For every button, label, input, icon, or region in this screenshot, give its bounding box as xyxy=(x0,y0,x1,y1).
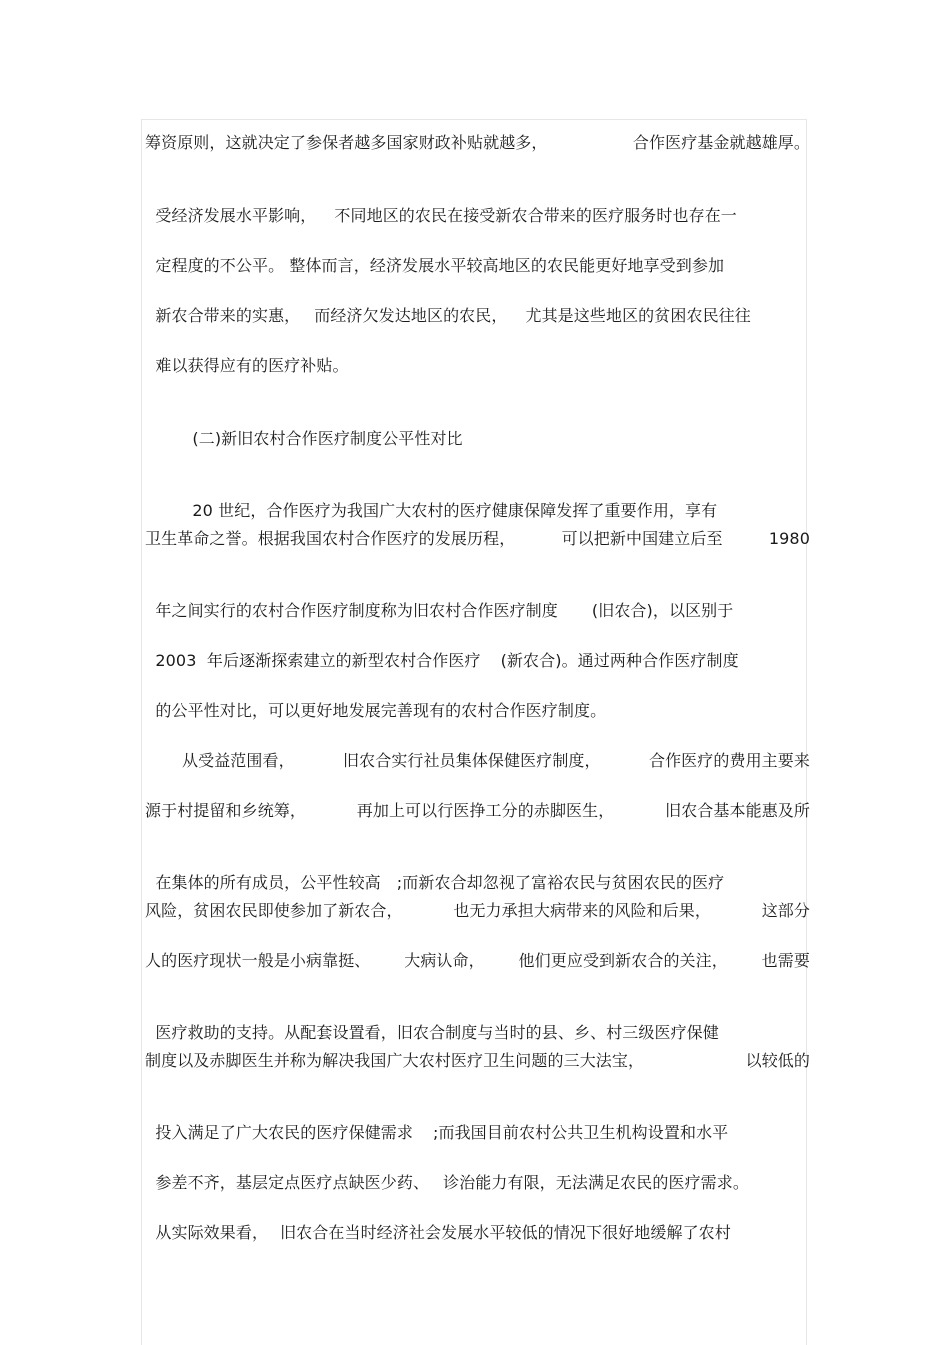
text-segment: ;而我国目前农村公共卫生机构设置和水平 xyxy=(432,1123,729,1142)
text-segment: 可以把新中国建立后至 xyxy=(561,529,723,548)
text-line xyxy=(145,132,810,154)
text-segment: 大病认命， xyxy=(404,951,485,970)
text-segment: 从受益范围看， xyxy=(182,751,295,770)
text-line xyxy=(182,478,810,522)
text-line xyxy=(145,900,810,922)
text-segment: 2003 年后逐渐探索建立的新型农村合作医疗 xyxy=(155,651,481,670)
text-line xyxy=(145,1100,810,1144)
text-segment: 卫生革命之誉。根据我国农村合作医疗的发展历程， xyxy=(145,529,516,548)
text-segment: 定程度的不公平。 整体而言，经济发展水平较高地区的农民能更好地享受到参加 xyxy=(155,256,725,275)
text-segment: ;而新农合却忽视了富裕农民与贫困农民的医疗 xyxy=(396,873,725,892)
text-segment: 人的医疗现状一般是小病靠挺、 xyxy=(145,951,371,970)
text-segment: 医疗救助的支持。从配套设置看，旧农合制度与当时的县、乡、村三级医疗保健 xyxy=(155,1023,719,1042)
text-line xyxy=(145,233,810,277)
text-segment: 也需要 xyxy=(761,951,810,970)
section-heading xyxy=(182,406,810,450)
text-segment: 年之间实行的农村合作医疗制度称为旧农村合作医疗制度 xyxy=(155,601,558,620)
section-heading-text: (二)新旧农村合作医疗制度公平性对比 xyxy=(192,429,463,448)
text-line xyxy=(182,750,810,772)
text-segment: 从实际效果看， xyxy=(155,1223,269,1242)
text-line xyxy=(145,678,810,722)
text-segment: (旧农合)，以区别于 xyxy=(591,601,734,620)
text-segment: 制度以及赤脚医生并称为解决我国广大农村医疗卫生问题的三大法宝， xyxy=(145,1051,645,1070)
text-segment: 筹资原则，这就决定了参保者越多国家财政补贴就越多， xyxy=(145,133,548,152)
text-segment: 旧农合在当时经济社会发展水平较低的情况下很好地缓解了农村 xyxy=(280,1223,731,1242)
text-segment: 也无力承担大病带来的风险和后果， xyxy=(453,901,711,920)
text-line xyxy=(145,333,810,377)
text-segment: 而经济欠发达地区的农民， xyxy=(314,306,508,325)
text-line xyxy=(145,1150,810,1194)
text-segment: 这部分 xyxy=(761,901,810,920)
text-line xyxy=(145,1000,810,1044)
text-segment: 以较低的 xyxy=(745,1051,810,1070)
text-segment: 再加上可以行医挣工分的赤脚医生， xyxy=(356,801,615,820)
text-segment: 新农合带来的实惠， xyxy=(155,306,301,325)
text-line xyxy=(145,800,810,822)
text-segment: 他们更应受到新农合的关注， xyxy=(518,951,728,970)
text-line xyxy=(145,628,810,672)
text-line xyxy=(145,1200,810,1244)
text-segment: 源于村提留和乡统筹， xyxy=(145,801,307,820)
text-segment: 受经济发展水平影响， xyxy=(155,206,317,225)
text-line xyxy=(145,528,810,550)
text-segment: 合作医疗的费用主要来 xyxy=(648,751,810,770)
text-line xyxy=(145,578,810,622)
text-line xyxy=(145,1050,810,1072)
text-segment: 诊治能力有限，无法满足农民的医疗需求。 xyxy=(443,1173,749,1192)
text-line xyxy=(145,950,810,972)
text-segment: 参差不齐，基层定点医疗点缺医少药、 xyxy=(155,1173,430,1192)
text-segment: 不同地区的农民在接受新农合带来的医疗服务时也存在一 xyxy=(334,206,737,225)
text-segment: 难以获得应有的医疗补贴。 xyxy=(155,356,349,375)
text-line xyxy=(145,283,810,327)
text-segment: 旧农合基本能惠及所 xyxy=(665,801,810,820)
text-segment: 旧农合实行社员集体保健医疗制度， xyxy=(343,751,601,770)
text-line xyxy=(145,850,810,894)
text-segment: 投入满足了广大农民的医疗保健需求 xyxy=(155,1123,413,1142)
text-line xyxy=(145,183,810,227)
text-segment: (新农合)。通过两种合作医疗制度 xyxy=(500,651,739,670)
text-segment: 20 世纪，合作医疗为我国广大农村的医疗健康保障发挥了重要作用，享有 xyxy=(192,501,718,520)
text-segment: 合作医疗基金就越雄厚。 xyxy=(632,133,810,152)
text-segment: 的公平性对比，可以更好地发展完善现有的农村合作医疗制度。 xyxy=(155,701,607,720)
text-segment: 尤其是这些地区的贫困农民往往 xyxy=(525,306,751,325)
text-segment: 在集体的所有成员，公平性较高 xyxy=(155,873,381,892)
text-segment: 1980 xyxy=(768,529,810,548)
text-segment: 风险，贫困农民即使参加了新农合， xyxy=(145,901,403,920)
